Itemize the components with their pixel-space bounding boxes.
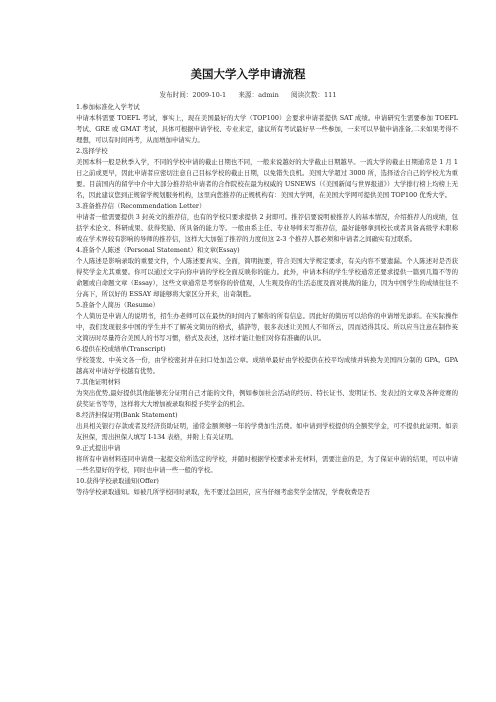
section-heading: 7.其他证明材料 <box>76 378 121 386</box>
page-title: 美国大学入学申请流程 <box>190 67 306 81</box>
article-meta <box>0 89 496 99</box>
section-text: 申请本科需要 TOEFL 考试，事实上，现在美国最好的大学（TOP100）会要求申请者提供 SAT 成绩。申请研究生需要参加 TOEFL 考试、GRE 或 GMAT 考试，具体可根据申请学校、专业来定，建议所有考试最好早一些参加，一来可以早做申请准备,二来如果考得不理想，可以有时间再考，从而增加申请实力。 <box>76 114 458 144</box>
section-text: 学校签发、中英文各一份，由学校密封并在封口处加盖公章。成绩单最好由学校提供在校平均成绩并转换为美国四分制的 GPA。GPA 越高对申请好学校越有优势。 <box>76 356 458 375</box>
publish-time: 发布时间：2009-10-1 <box>159 91 227 99</box>
section-text: 将所有申请材料连同申请费一起提交给所选定的学校，并随时根据学校要求补充材料，需要注意的是，为了保证申请的结果，可以申请一些名望好的学校，同时也申请一些一般的学校。 <box>76 455 458 474</box>
section-text: 个人陈述是影响录取的重要文件，个人陈述要真实、全面，简明扼要，符合美国大学规定要求，有关内容不要遗漏。个人陈述对是否获得奖学金尤其重要。你可以通过文字向你申请的学校全面反映你的能力。此外，申请本科的学生学校通常还要求提供一篇到几篇不等的命题或自命题文章（Essay），这些文章通常是考察你的价值观，人生观及你的生活态度及面对挑战的能力，因为中国学生的成绩往往不分高下，所以好的 ESSAY 却能够将大家区分开来，出奇制胜。 <box>76 257 458 298</box>
section-text: 等待学校录取通知。如被几所学校同时录取，先不要过急回应，应当仔细考虑奖学金情况，学费收费是否 <box>76 488 370 496</box>
section-text: 为突出优势,最好提供其他能够充分证明自己才能的文件，例如参加社会活动的经历、特长证书、发明证书、发表过的文章及各种竞赛的获奖证书等等，这样将大大增加被录取和授予奖学金的机会。 <box>76 389 458 408</box>
section-heading: 8.经济担保证明(Bank Statement) <box>76 411 178 419</box>
section-heading: 1.参加标准化入学考试 <box>76 103 140 111</box>
source: 来源：admin <box>238 91 279 99</box>
section-heading: 10.获得学校录取通知(Offer) <box>76 477 159 485</box>
section-text: 美国本科一般是秋季入学，不同的学校申请的截止日期也不同，一般来说越好的大学截止日期越早。一流大学的截止日期通常是 1 月 1 日之前或更早，因此申请者应密切注意自己目标学校的截止日期，以免错失良机。美国大学超过 3000 所，选择适合自己的学校尤为重要。目前国内的留学中介中大部分推荐给申请者的合作院校在最为权威的 USNEWS（《美国新闻与世界报道》）大学排行榜上均榜上无名，因此建议您到正规留学规划服务机构，这里向您推荐的正规机构有：美国大学网，在美国大学网可提供美国 TOP100 优秀大学。 <box>76 158 458 199</box>
view-count: 阅读次数：111 <box>291 91 337 99</box>
section-text: 个人简历是申请人的说明书，招生办老师可以在最快的时间内了解你的所有信息。因此好的简历可以给你的申请增光添彩。在实际操作中，我们发现很多中国的学生并不了解英文简历的格式，措辞等，很多表述让美国人不知所云，因而适得其反。所以应当注意在制作英文简历时尽量符合美国人的书写习惯，格式及表述，这样才能让他们对你有准确的认识。 <box>76 312 458 342</box>
section-heading: 6.提供在校成绩单(Transcript) <box>76 345 166 353</box>
section-text: 出具相关银行存款或者及经济资助证明，通常金额须够一年的学费加生活费。如申请到学校提供的全额奖学金，可不提供此证明。如亲友担保，需出担保人填写 I-134 表格，并附上有关证明。 <box>76 422 458 441</box>
section-heading: 4.准备个人陈述（Personal Statement）和文章(Essay) <box>76 246 240 254</box>
article-body <box>76 102 458 498</box>
section-text: 申请者一般需要提供 3 封英文的推荐信，也有的学校只要求提供 2 封即可。推荐信要说明被推荐人的基本情况，介绍推荐人的成绩，包括学术论文、科研成果、获得奖励、所具备的能力等。一般由系主任、专业导师来写推荐信，最好能够拿到校长或者具备高级学术职称或在学术界较有影响的导师的推荐信，这样大大加强了推荐的力度但这 2-3 个推荐人都必须和申请者之间确实有过联系。 <box>76 213 458 243</box>
section-heading: 5.准备个人简历（Resume） <box>76 301 160 309</box>
section-heading: 2.选择学校 <box>76 147 108 155</box>
section-heading: 3.准备推荐信（Recommendation Letter） <box>76 202 206 210</box>
section-heading: 9.正式提出申请 <box>76 444 121 452</box>
